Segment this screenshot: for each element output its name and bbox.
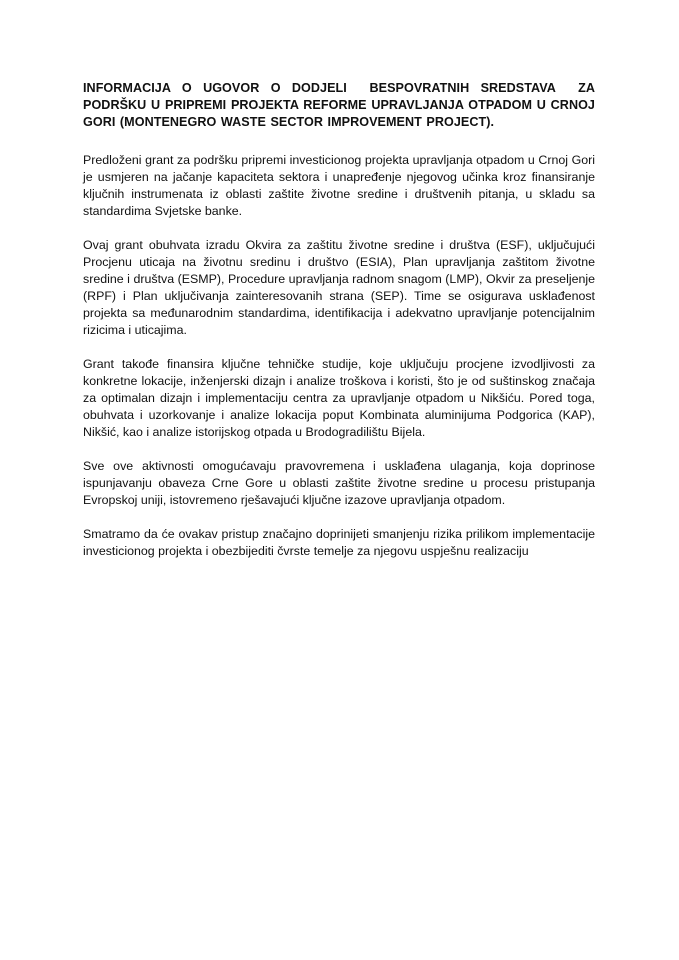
paragraph-environmental-framework: Ovaj grant obuhvata izradu Okvira za zaštitu životne sredine i društva (ESF), uključujući Procjenu uticaja na životnu sredinu i društvo (ESIA), Plan upravljanja zaštitom životne sredine i društva (ESMP), Procedure upravljanja radnom snagom (LMP), Okvir za preseljenje (RPF) i Plan uključivanja zainteresovanih strana (SEP). Time se osigurava usklađenost projekta sa međunarodnim standardima, identifikacija i adekvatno upravljanje potencijalnim rizicima i uticajima. xyxy=(83,238,595,337)
paragraph-grant-purpose: Predloženi grant za podršku pripremi investicionog projekta upravljanja otpadom u Crnoj Gori je usmjeren na jačanje kapaciteta sektora i unapređenje njegovog učinka kroz finansiranje ključnih instrumenata iz oblasti zaštite životne sredine i društvenih pitanja, u skladu sa standardima Svjetske banke. xyxy=(83,153,595,218)
document-title: INFORMACIJA O UGOVOR O DODJELI BESPOVRATNIH SREDSTAVA ZA PODRŠKU U PRIPREMI PROJEKTA REFORME UPRAVLJANJA OTPADOM U CRNOJ GORI (MONTENEGRO WASTE SECTOR IMPROVEMENT PROJECT). xyxy=(83,81,600,129)
paragraph-eu-accession: Sve ove aktivnosti omogućavaju pravovremena i usklađena ulaganja, koja doprinose ispunjavanju obaveza Crne Gore u oblasti zaštite životne sredine u procesu pristupanja Evropskoj uniji, istovremeno rješavajući ključne izazove upravljanja otpadom. xyxy=(83,459,595,507)
paragraph-conclusion: Smatramo da će ovakav pristup značajno doprinijeti smanjenju rizika prilikom implementacije investicionog projekta i obezbijediti čvrste temelje za njegovu uspješnu realizaciju xyxy=(83,527,595,558)
document-body xyxy=(83,80,600,560)
paragraph-technical-studies: Grant takođe finansira ključne tehničke studije, koje uključuju procjene izvodljivosti za konkretne lokacije, inženjerski dizajn i analize troškova i koristi, što je od suštinskog značaja za optimalan dizajn i implementaciju centra za upravljanje otpadom u Nikšiću. Pored toga, obuhvata i uzorkovanje i analize lokacija poput Kombinata aluminijuma Podgorica (KAP), Nikšić, kao i analize istorijskog otpada u Brodogradilištu Bijela. xyxy=(83,357,595,439)
